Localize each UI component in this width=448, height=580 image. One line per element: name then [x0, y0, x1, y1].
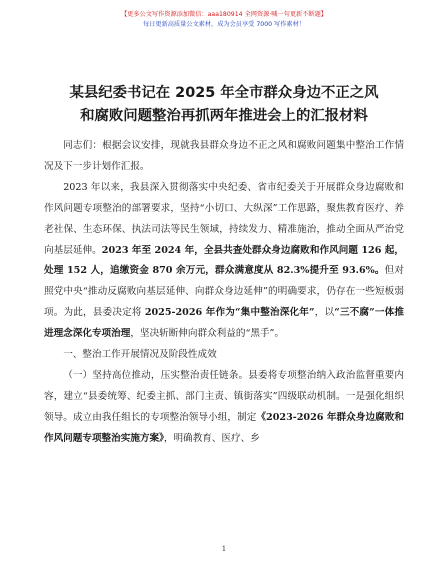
overview-stats: 2023 年至 2024 年，全县共查处群众身边腐败和作风问题 126 起，处理 152 人，追缴资金 870 余万元，群众满意度从 82.3%提升至 93.6%。 [44, 244, 404, 277]
section-heading-1: 一、整治工作开展情况及阶段性成效 [63, 349, 217, 361]
paragraph-section-1 [44, 366, 404, 450]
promo-line-2: 每日更新高质量公文素材，成为会员享受 7000 写作素材！ [143, 21, 305, 28]
section-1-text: （一）坚持高位推动，压实整治责任链条。县委将专项整治纳入政治监督重要内容，建立“县委统筹、纪委主抓、部门主责、镇街落实”四级联动机制。一是强化组织领导。成立由我任组长的专项整治领导小组，制定 [44, 369, 404, 423]
section-1-plan-name: 《2023-2026 年群众身边腐败和作风问题专项整治实施方案》 [44, 411, 404, 444]
promo-banner [0, 10, 448, 30]
overview-connector: ，以 [314, 307, 335, 319]
section-1-tail: ，明确教育、医疗、乡 [163, 432, 260, 444]
overview-gap: 但对照党中央“推动反腐败向基层延伸、向群众身边延伸”的明确要求，仍存在一些短板弱项。为此，县委决定将 [44, 265, 404, 319]
overview-intro: 2023 年以来，我县深入贯彻落实中央纪委、省市纪委关于开展群众身边腐败和作风问题专项整治的部署要求，坚持“小切口、大纵深”工作思路，聚焦教育医疗、养老社保、生态环保、执法司法等民生领域，持续发力、精准施治，推动全面从严治党向基层延伸。 [44, 181, 404, 256]
title-line-1: 某县纪委书记在 2025 年全市群众身边不正之风 [69, 85, 379, 101]
overview-year-focus: 2025-2026 年作为“集中整治深化年” [144, 307, 315, 319]
overview-closing: ，坚决斩断伸向群众利益的“黑手”。 [130, 328, 285, 340]
paragraph-greeting: 同志们：根据会议安排，现就我县群众身边不正之风和腐败问题集中整治工作情况及下一步计划作汇报。 [44, 140, 404, 172]
promo-line-1: 【更多公文写作资源添加微信：aaa180914 全网资源·喊一句更新不断题】 [121, 11, 327, 18]
paragraph-overview [44, 178, 404, 345]
document-title [30, 82, 418, 128]
page-number: 1 [221, 545, 227, 553]
document-body [44, 136, 404, 450]
overview-approach: “三不腐”一体推进理念深化专项治理 [44, 307, 404, 340]
title-line-2: 和腐败问题整治再抓两年推进会上的汇报材料 [80, 108, 368, 124]
